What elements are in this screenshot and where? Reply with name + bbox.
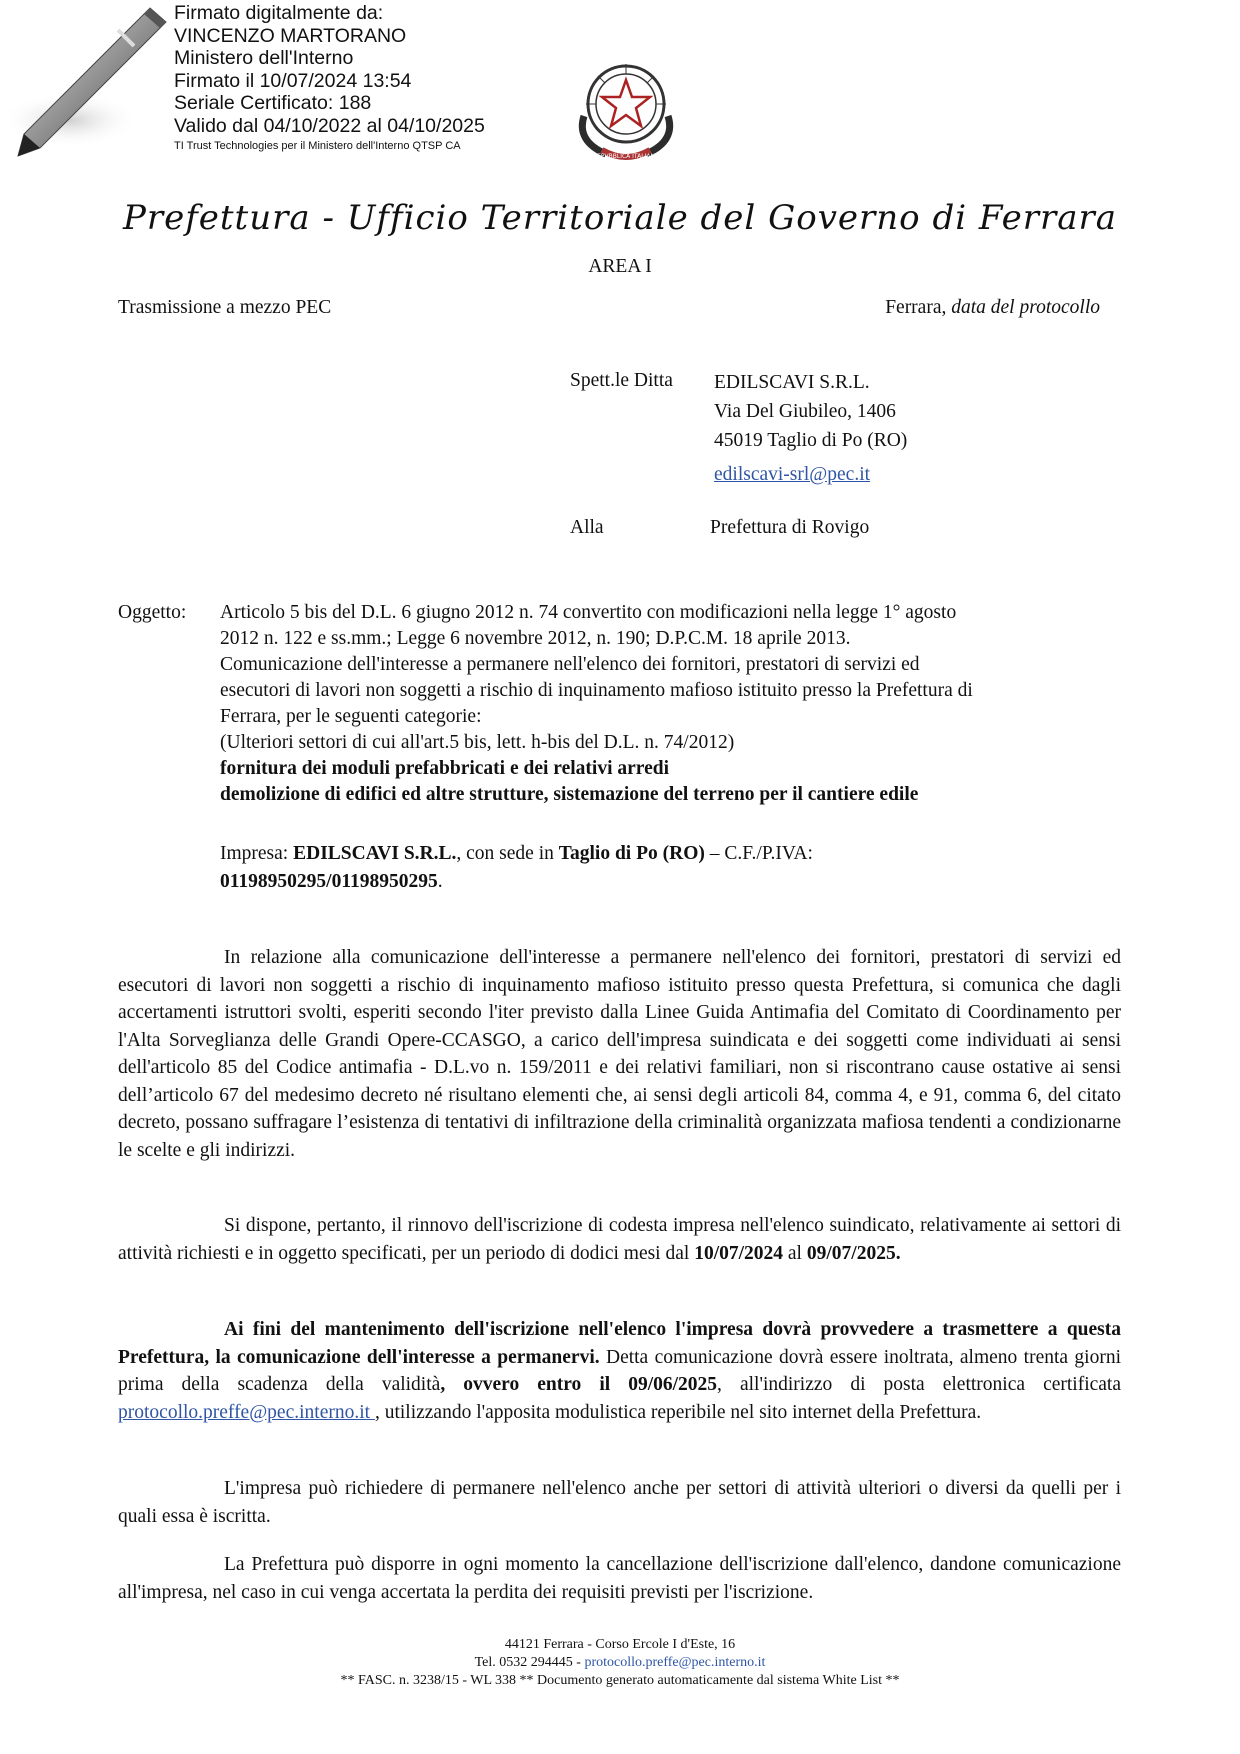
subject-line: esecutori di lavori non soggetti a rischio di inquinamento mafioso istituito presso la Prefettura di bbox=[220, 680, 973, 701]
signature-line: Ministero dell'Interno bbox=[174, 47, 354, 69]
transmission-note: Trasmissione a mezzo PEC bbox=[118, 297, 332, 318]
second-recipient: Prefettura di Rovigo bbox=[710, 517, 870, 538]
footer-tel: Tel. 0532 294445 - bbox=[474, 1655, 585, 1670]
footer bbox=[0, 1636, 1240, 1690]
footer-email-link[interactable]: protocollo.preffe@pec.interno.it bbox=[584, 1655, 766, 1670]
signature-pen-icon bbox=[0, 0, 170, 160]
validity-from: 10/07/2024 bbox=[694, 1242, 784, 1264]
subject-line: Ferrara, per le seguenti categorie: bbox=[220, 706, 482, 727]
deadline: , ovvero entro il 09/06/2025 bbox=[440, 1374, 718, 1395]
subject-category: fornitura dei moduli prefabbricati e dei relativi arredi bbox=[220, 758, 669, 779]
office-title: Prefettura - Ufficio Territoriale del Governo di Ferrara bbox=[122, 198, 1118, 238]
company-label: Impresa: bbox=[220, 843, 294, 864]
company-end: . bbox=[437, 871, 443, 892]
digital-signature-block bbox=[174, 2, 485, 154]
paragraph-text: In relazione alla comunicazione dell'interesse a permanere nell'elenco dei fornitori, prestatori di servizi ed esecutori di lavori non soggetti a rischio di inquinamento mafioso istituito presso questa Prefettura, si comunica che dagli accertamenti istruttori svolti, esperiti secondo l'iter previsto dalla Linee Guida Antimafia del Comitato di Coordinamento per l'Alta Sorveglianza delle Grandi Opere-CCASGO, a carico dell'impresa suindicata e dei soggetti come individuati ai sensi dell'articolo 85 del Codice antimafia - D.L.vo n. 159/2011 e dei relativi familiari, non si riscontrano cause ostative ai sensi dell’articolo 67 del medesimo decreto né risultano elementi che, ai sensi degli articoli 84, comma 4, e 91, comma 6, del citato decreto, possano suffragare l’esistenza di tentativi di infiltrazione della criminalità organizzata mafiosa tendenti a condizionarne le scelte e gli indirizzi. bbox=[118, 947, 1121, 1161]
subject-line: (Ulteriori settori di cui all'art.5 bis, lett. h-bis del D.L. n. 74/2012) bbox=[220, 732, 735, 753]
place: Ferrara, bbox=[885, 297, 952, 318]
validity-to: 09/07/2025. bbox=[806, 1242, 901, 1264]
recipient-address bbox=[714, 368, 907, 455]
italian-republic-emblem-icon bbox=[566, 46, 686, 166]
company-name: EDILSCAVI S.R.L. bbox=[293, 843, 457, 864]
subject-line: Articolo 5 bis del D.L. 6 giugno 2012 n. 74 convertito con modificazioni nella legge 1° agosto bbox=[220, 602, 957, 623]
signature-line: Firmato digitalmente da: bbox=[174, 2, 384, 24]
paragraph-text: , all'indirizzo di posta elettronica certificata bbox=[717, 1374, 1122, 1395]
company-cf-label: – C.F./P.IVA: bbox=[704, 843, 813, 864]
recipient-street: Via Del Giubileo, 1406 bbox=[714, 401, 896, 422]
company-cf: 01198950295/01198950295 bbox=[220, 871, 438, 892]
paragraph-text: Detta comunicazione dovrà essere inoltrata, almeno trenta giorni prima della scadenza della validità bbox=[118, 1346, 1121, 1395]
body-paragraph bbox=[118, 944, 1121, 1164]
second-recipient-label: Alla bbox=[570, 517, 604, 538]
signature-line: Valido dal 04/10/2022 al 04/10/2025 bbox=[174, 114, 485, 137]
date-note: data del protocollo bbox=[951, 297, 1100, 318]
footer-contacts bbox=[0, 1654, 1240, 1672]
subject-body bbox=[220, 600, 1120, 808]
company-info bbox=[220, 840, 1120, 896]
emblem-text: REPVBBLICA ITALIANA bbox=[592, 153, 660, 160]
body-paragraph bbox=[118, 1212, 1121, 1267]
paragraph-text: L'impresa può richiedere di permanere nell'elenco anche per settori di attività ulteriori o diversi da quelli per i quali essa è iscritta. bbox=[118, 1478, 1121, 1527]
place-date bbox=[885, 295, 1100, 321]
recipient-pec-link[interactable]: edilscavi-srl@pec.it bbox=[714, 464, 871, 485]
signature-line: Seriale Certificato: 188 bbox=[174, 92, 372, 114]
signature-line: Firmato il 10/07/2024 13:54 bbox=[174, 69, 412, 92]
paragraph-bold: Ai fini del mantenimento dell'iscrizione nell'elenco l'impresa dovrà provvedere a trasmettere a questa Prefettura, la comunicazione dell'interesse a permanervi. bbox=[118, 1319, 1121, 1368]
company-sede: Taglio di Po (RO) bbox=[558, 843, 705, 864]
recipient-city: 45019 Taglio di Po (RO) bbox=[714, 430, 908, 451]
signature-line: VINCENZO MARTORANO bbox=[174, 24, 407, 47]
footer-note: ** FASC. n. 3238/15 - WL 338 ** Documento generato automaticamente dal sistema White List ** bbox=[340, 1673, 900, 1688]
body-paragraph bbox=[118, 1316, 1121, 1426]
paragraph-text: Si dispone, pertanto, il rinnovo dell'iscrizione di codesta impresa nell'elenco suindicato, relativamente ai settori di attività richiesti e in oggetto specificati, per un periodo di dodici mesi dal bbox=[118, 1215, 1121, 1264]
body-paragraph bbox=[118, 1475, 1121, 1530]
subject-line: 2012 n. 122 e ss.mm.; Legge 6 novembre 2012, n. 190; D.P.C.M. 18 aprile 2013. bbox=[220, 628, 851, 649]
subject-line: Comunicazione dell'interesse a permanere nell'elenco dei fornitori, prestatori di servizi ed bbox=[220, 654, 920, 675]
company-sede-text: , con sede in bbox=[456, 843, 559, 864]
area-label: AREA I bbox=[588, 256, 652, 277]
paragraph-text: La Prefettura può disporre in ogni momento la cancellazione dell'iscrizione dall'elenco, dandone comunicazione all'impresa, nel caso in cui venga accertata la perdita dei requisiti previsti per l'iscrizione. bbox=[118, 1554, 1121, 1603]
paragraph-text: al bbox=[783, 1242, 807, 1264]
paragraph-text: , utilizzando l'apposita modulistica reperibile nel sito internet della Prefettura. bbox=[374, 1401, 982, 1423]
subject-label: Oggetto: bbox=[118, 602, 187, 623]
recipient-company: EDILSCAVI S.R.L. bbox=[714, 372, 870, 393]
footer-address: 44121 Ferrara - Corso Ercole I d'Este, 16 bbox=[504, 1637, 736, 1652]
body-paragraph bbox=[118, 1551, 1121, 1606]
recipient-label: Spett.le Ditta bbox=[570, 370, 673, 391]
pec-email-link[interactable]: protocollo.preffe@pec.interno.it bbox=[118, 1401, 375, 1423]
subject-category: demolizione di edifici ed altre strutture, sistemazione del terreno per il cantiere edile bbox=[220, 784, 919, 805]
signature-issuer: TI Trust Technologies per il Ministero dell'Interno QTSP CA bbox=[174, 140, 461, 152]
